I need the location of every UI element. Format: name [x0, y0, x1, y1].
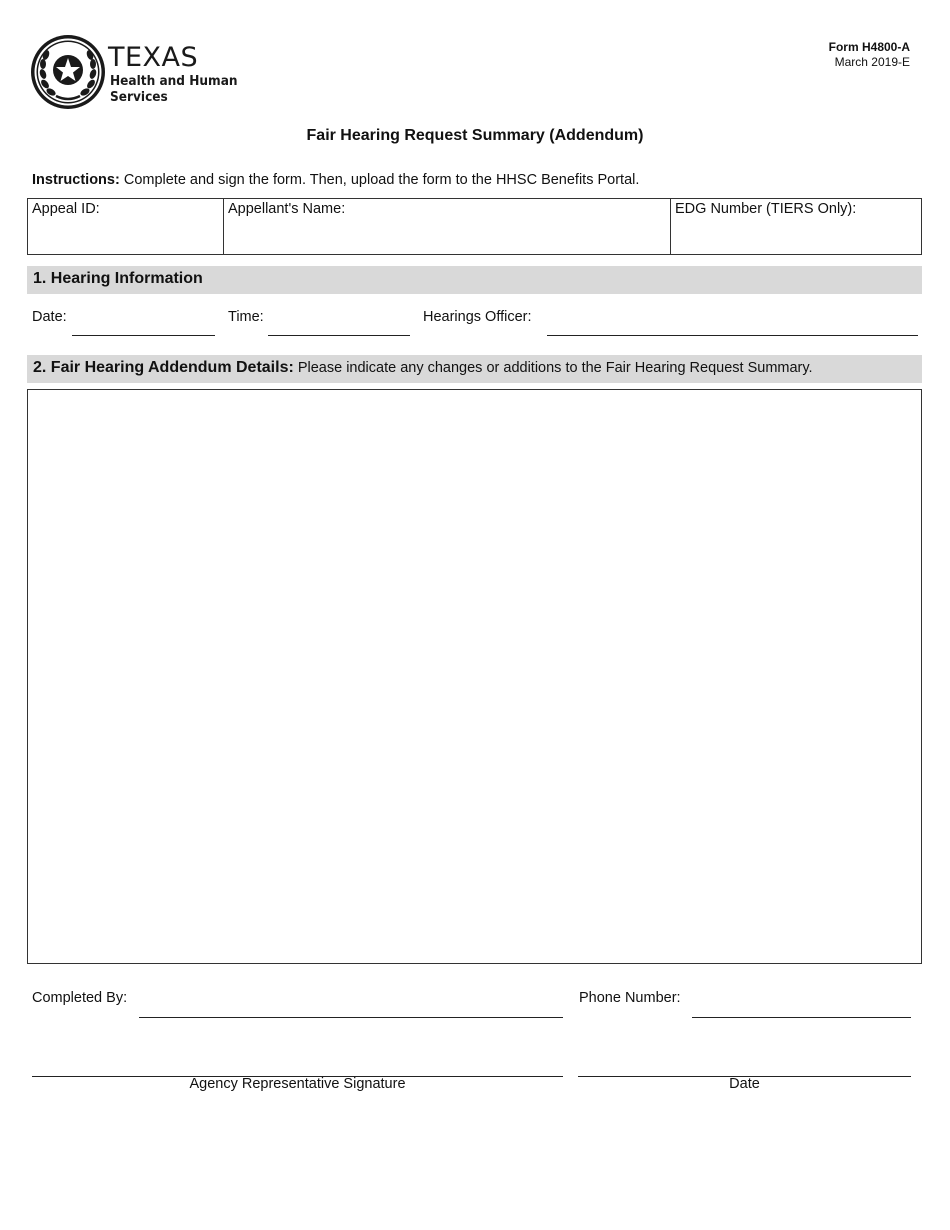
- form-number: Form H4800-A: [828, 40, 910, 54]
- time-label: Time:: [228, 309, 264, 325]
- completed-by-label: Completed By:: [32, 990, 128, 1006]
- section-hearing-information: [27, 266, 922, 294]
- signature-date-label: Date: [729, 1076, 760, 1092]
- page-title: Fair Hearing Request Summary (Addendum): [306, 127, 644, 144]
- signature-label: Agency Representative Signature: [189, 1076, 406, 1092]
- texas-seal-icon: [30, 34, 108, 112]
- edg-number-label: EDG Number (TIERS Only):: [675, 201, 857, 217]
- section2-title: 2. Fair Hearing Addendum Details:: [33, 359, 294, 376]
- section1-title: 1. Hearing Information: [33, 270, 203, 287]
- form-date: March 2019-E: [834, 55, 910, 69]
- logo-subtitle: [110, 73, 238, 105]
- section2-description: Please indicate any changes or additions to the Fair Hearing Request Summary.: [293, 360, 813, 376]
- hearings-officer-label: Hearings Officer:: [423, 309, 532, 325]
- section2-header: [33, 359, 813, 377]
- time-field[interactable]: [268, 335, 410, 336]
- completed-by-field[interactable]: [139, 1017, 563, 1018]
- instructions-text: Complete and sign the form. Then, upload the form to the HHSC Benefits Portal.: [119, 172, 640, 188]
- logo-subtitle-line1: Health and Human: [110, 73, 238, 89]
- appeal-id-label: Appeal ID:: [32, 201, 100, 217]
- section-addendum-details: [27, 355, 922, 383]
- instructions-label: Instructions:: [32, 172, 120, 188]
- appellant-name-field[interactable]: [224, 199, 671, 254]
- instructions: [32, 172, 639, 188]
- phone-number-label: Phone Number:: [579, 990, 681, 1006]
- appellant-name-label: Appellant's Name:: [228, 201, 346, 217]
- phone-number-field[interactable]: [692, 1017, 911, 1018]
- id-table: [27, 198, 922, 255]
- date-label: Date:: [32, 309, 67, 325]
- addendum-details-textarea[interactable]: [27, 389, 922, 964]
- logo-subtitle-line2: Services: [110, 89, 168, 105]
- appeal-id-field[interactable]: [28, 199, 224, 254]
- logo-title: TEXAS: [108, 42, 199, 73]
- edg-number-field[interactable]: [671, 199, 921, 254]
- date-field[interactable]: [72, 335, 215, 336]
- hearings-officer-field[interactable]: [547, 335, 918, 336]
